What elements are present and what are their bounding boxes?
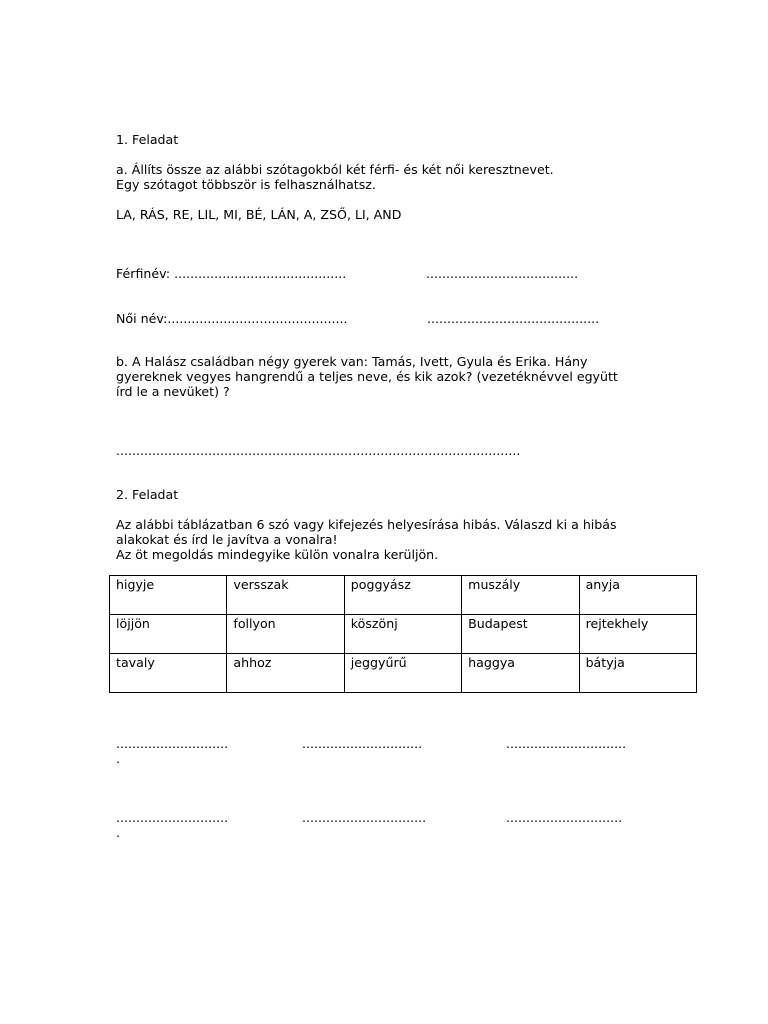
answer-blank-continuation: . <box>116 751 121 766</box>
task2-instruction-line2: alakokat és írd le javítva a vonalra! <box>116 532 338 547</box>
task1-title: 1. Feladat <box>116 132 179 147</box>
table-cell: poggyász <box>344 576 461 615</box>
syllable-list: LA, RÁS, RE, LIL, MI, BÉ, LÁN, A, ZSŐ, LI, AND <box>116 207 402 222</box>
part-b-line2: gyereknek vegyes hangrendű a teljes neve, és kik azok? (vezetéknévvel együtt <box>116 369 618 384</box>
word-table <box>109 575 697 693</box>
answer-blank-2: .............................. <box>302 736 423 751</box>
table-row <box>110 654 697 693</box>
table-cell: haggya <box>462 654 579 693</box>
table-cell: rejtekhely <box>579 615 696 654</box>
female-name-blank-2: ........................................... <box>427 311 600 326</box>
table-cell: köszönj <box>344 615 461 654</box>
answer-blank-5: ............................... <box>302 810 427 825</box>
table-cell: ahhoz <box>227 654 344 693</box>
task2-instruction-line3: Az öt megoldás mindegyike külön vonalra kerüljön. <box>116 547 439 562</box>
answer-blank-continuation: . <box>116 825 121 840</box>
table-cell: jeggyűrű <box>344 654 461 693</box>
task1-instruction-line1: a. Állíts össze az alábbi szótagokból két férfi- és két női keresztnevet. <box>116 162 554 177</box>
task1-part-b <box>116 354 618 399</box>
task2-instruction-line1: Az alábbi táblázatban 6 szó vagy kifejezés helyesírása hibás. Válaszd ki a hibás <box>116 517 617 532</box>
part-b-line3: írd le a nevüket) ? <box>116 384 230 399</box>
part-b-line1: b. A Halász családban négy gyerek van: Tamás, Ivett, Gyula és Erika. Hány <box>116 354 588 369</box>
table-cell: bátyja <box>579 654 696 693</box>
answer-blank-6: ............................. <box>506 810 623 825</box>
table-row <box>110 615 697 654</box>
part-b-answer-line: ..................................................................................................... <box>116 443 521 458</box>
task2-instruction <box>116 517 617 562</box>
table-cell: versszak <box>227 576 344 615</box>
table-cell: tavaly <box>110 654 227 693</box>
answer-blank-3: .............................. <box>506 736 627 751</box>
answer-blank-4: ............................ <box>116 810 229 825</box>
table-cell: anyja <box>579 576 696 615</box>
table-cell: higyje <box>110 576 227 615</box>
table-cell: follyon <box>227 615 344 654</box>
male-name-blank-2: ...................................... <box>426 266 579 281</box>
table-row <box>110 576 697 615</box>
male-name-label: Férfinév: ........................................... <box>116 266 347 281</box>
table-cell: löjjön <box>110 615 227 654</box>
female-name-label: Női név:............................................. <box>116 311 348 326</box>
task2-title: 2. Feladat <box>116 487 179 502</box>
task1-instruction <box>116 162 554 192</box>
table-cell: Budapest <box>462 615 579 654</box>
answer-blank-1: ............................ <box>116 736 229 751</box>
task1-instruction-line2: Egy szótagot többször is felhasználhatsz. <box>116 177 376 192</box>
table-cell: muszály <box>462 576 579 615</box>
